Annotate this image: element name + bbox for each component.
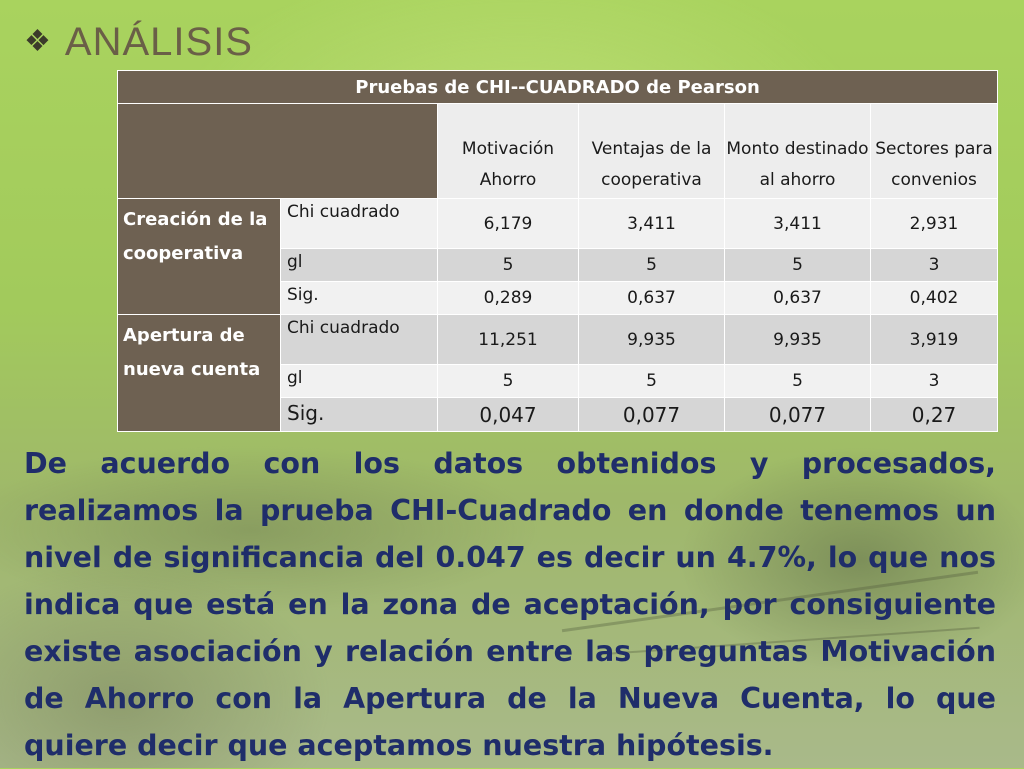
table-cell: 3,411	[579, 199, 725, 249]
table-caption: Pruebas de CHI--CUADRADO de Pearson	[118, 71, 998, 104]
table-cell: 3,919	[871, 315, 998, 365]
column-header: Sectores para convenios	[871, 104, 998, 199]
column-header: Ventajas de la cooperativa	[579, 104, 725, 199]
table-cell: 0,077	[725, 398, 871, 432]
table-row	[118, 199, 998, 249]
table-cell: 5	[725, 365, 871, 398]
table-cell: 5	[438, 365, 579, 398]
row-label: Sig.	[281, 282, 438, 315]
table-cell: 9,935	[579, 315, 725, 365]
row-label: Chi cuadrado	[281, 315, 438, 365]
table-cell: 3,411	[725, 199, 871, 249]
column-header: Monto destinado al ahorro	[725, 104, 871, 199]
column-header: Motivación Ahorro	[438, 104, 579, 199]
table-cell: 5	[579, 249, 725, 282]
table-cell: 5	[438, 249, 579, 282]
table-cell: 0,289	[438, 282, 579, 315]
table-cell: 0,402	[871, 282, 998, 315]
row-label: gl	[281, 249, 438, 282]
table-cell: 0,637	[579, 282, 725, 315]
table-cell: 0,637	[725, 282, 871, 315]
title-text: ANÁLISIS	[64, 19, 253, 64]
row-group-label: Creación de la cooperativa	[118, 199, 281, 315]
slide-title	[24, 16, 253, 68]
table-cell: 0,27	[871, 398, 998, 432]
row-label: gl	[281, 365, 438, 398]
table-corner	[118, 104, 438, 199]
table-cell: 0,077	[579, 398, 725, 432]
table-cell: 11,251	[438, 315, 579, 365]
table-cell: 0,047	[438, 398, 579, 432]
table-cell: 2,931	[871, 199, 998, 249]
table-cell: 5	[725, 249, 871, 282]
table-row	[118, 315, 998, 365]
table-cell: 9,935	[725, 315, 871, 365]
table-cell: 5	[579, 365, 725, 398]
row-label: Chi cuadrado	[281, 199, 438, 249]
row-group-label: Apertura de nueva cuenta	[118, 315, 281, 432]
table-cell: 3	[871, 249, 998, 282]
chi-square-table	[117, 70, 998, 432]
row-label: Sig.	[281, 398, 438, 432]
table-cell: 3	[871, 365, 998, 398]
conclusion-paragraph: De acuerdo con los datos obtenidos y procesados, realizamos la prueba CHI-Cuadrado en donde tenemos un nivel de significancia del 0.047 es decir un 4.7%, lo que nos indica que está en la zona de aceptación, por consiguiente existe asociación y relación entre las preguntas Motivación de Ahorro con la Apertura de la Nueva Cuenta, lo que quiere decir que aceptamos nuestra hipótesis.	[24, 447, 996, 762]
table-cell: 6,179	[438, 199, 579, 249]
four-diamond-bullet-icon: ❖	[24, 25, 51, 58]
